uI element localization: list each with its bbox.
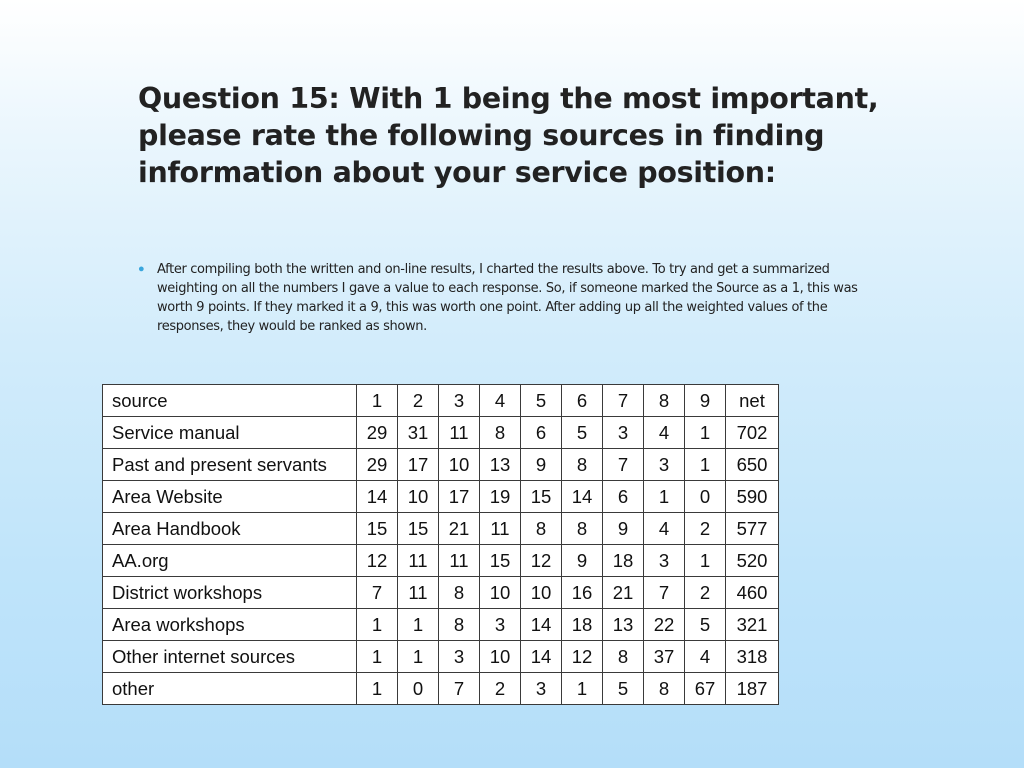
rank-count-cell: 7 (603, 449, 644, 481)
rank-count-cell: 14 (521, 609, 562, 641)
rank-count-cell: 3 (521, 673, 562, 705)
header-cell-rank: 6 (562, 385, 603, 417)
rank-count-cell: 1 (685, 449, 726, 481)
rank-count-cell: 6 (603, 481, 644, 513)
header-cell-rank: 2 (398, 385, 439, 417)
slide-title: Question 15: With 1 being the most important, please rate the following sources in finding information about your service position: (138, 82, 879, 189)
rank-count-cell: 1 (357, 609, 398, 641)
rank-count-cell: 3 (439, 641, 480, 673)
header-cell-net: net (726, 385, 779, 417)
table-row (103, 577, 779, 609)
rank-count-cell: 17 (439, 481, 480, 513)
rank-count-cell: 11 (398, 545, 439, 577)
rank-count-cell: 10 (398, 481, 439, 513)
header-cell-rank: 7 (603, 385, 644, 417)
rank-count-cell: 22 (644, 609, 685, 641)
header-cell-rank: 4 (480, 385, 521, 417)
rank-count-cell: 31 (398, 417, 439, 449)
source-name-cell: Past and present servants (103, 449, 357, 481)
source-name-cell: Area Website (103, 481, 357, 513)
rank-count-cell: 10 (521, 577, 562, 609)
bullet-dot-icon: ● (138, 263, 145, 275)
rank-count-cell: 21 (439, 513, 480, 545)
header-cell-rank: 9 (685, 385, 726, 417)
rank-count-cell: 8 (439, 609, 480, 641)
net-score-cell: 520 (726, 545, 779, 577)
rank-count-cell: 11 (480, 513, 521, 545)
rank-count-cell: 18 (562, 609, 603, 641)
header-cell-source: source (103, 385, 357, 417)
rank-count-cell: 12 (521, 545, 562, 577)
rank-count-cell: 12 (357, 545, 398, 577)
rank-count-cell: 4 (644, 417, 685, 449)
rank-count-cell: 1 (398, 641, 439, 673)
rank-count-cell: 14 (357, 481, 398, 513)
source-name-cell: other (103, 673, 357, 705)
net-score-cell: 321 (726, 609, 779, 641)
rank-count-cell: 29 (357, 417, 398, 449)
rank-count-cell: 1 (357, 673, 398, 705)
table-row (103, 545, 779, 577)
header-cell-rank: 8 (644, 385, 685, 417)
rank-count-cell: 8 (480, 417, 521, 449)
rank-count-cell: 10 (439, 449, 480, 481)
rank-count-cell: 17 (398, 449, 439, 481)
rank-count-cell: 0 (398, 673, 439, 705)
rank-count-cell: 1 (357, 641, 398, 673)
net-score-cell: 702 (726, 417, 779, 449)
rank-count-cell: 3 (644, 545, 685, 577)
rank-count-cell: 14 (521, 641, 562, 673)
table-row (103, 449, 779, 481)
rank-count-cell: 15 (521, 481, 562, 513)
rank-count-cell: 5 (685, 609, 726, 641)
rank-count-cell: 0 (685, 481, 726, 513)
net-score-cell: 590 (726, 481, 779, 513)
net-score-cell: 577 (726, 513, 779, 545)
rank-count-cell: 3 (644, 449, 685, 481)
rank-count-cell: 8 (644, 673, 685, 705)
rank-count-cell: 1 (685, 545, 726, 577)
rank-count-cell: 11 (439, 417, 480, 449)
source-name-cell: Area Handbook (103, 513, 357, 545)
header-cell-rank: 5 (521, 385, 562, 417)
rank-count-cell: 16 (562, 577, 603, 609)
bullet-text: After compiling both the written and on-line results, I charted the results above. To try and get a summarized weighting on all the numbers I gave a value to each response. So, if someone marked the Source as a 1, this was worth 9 points. If they marked it a 9, this was worth one point. After adding up all the weighted values of the responses, they would be ranked as shown. (157, 262, 858, 334)
header-cell-rank: 3 (439, 385, 480, 417)
source-name-cell: Service manual (103, 417, 357, 449)
rank-count-cell: 15 (398, 513, 439, 545)
rank-count-cell: 6 (521, 417, 562, 449)
rank-count-cell: 67 (685, 673, 726, 705)
rank-count-cell: 2 (480, 673, 521, 705)
rank-count-cell: 10 (480, 641, 521, 673)
rank-count-cell: 4 (685, 641, 726, 673)
table-row (103, 417, 779, 449)
net-score-cell: 650 (726, 449, 779, 481)
rank-count-cell: 10 (480, 577, 521, 609)
table-row (103, 609, 779, 641)
rank-count-cell: 15 (480, 545, 521, 577)
rank-count-cell: 13 (603, 609, 644, 641)
rank-count-cell: 37 (644, 641, 685, 673)
rank-count-cell: 15 (357, 513, 398, 545)
rank-count-cell: 3 (480, 609, 521, 641)
table-row (103, 513, 779, 545)
net-score-cell: 460 (726, 577, 779, 609)
rank-count-cell: 4 (644, 513, 685, 545)
rank-count-cell: 1 (644, 481, 685, 513)
rank-count-cell: 8 (603, 641, 644, 673)
table-row (103, 673, 779, 705)
rank-count-cell: 7 (644, 577, 685, 609)
rank-count-cell: 7 (357, 577, 398, 609)
source-name-cell: District workshops (103, 577, 357, 609)
net-score-cell: 187 (726, 673, 779, 705)
rank-count-cell: 7 (439, 673, 480, 705)
rank-count-cell: 8 (562, 449, 603, 481)
results-table (102, 384, 779, 705)
rank-count-cell: 13 (480, 449, 521, 481)
rank-count-cell: 9 (603, 513, 644, 545)
results-table-body (103, 385, 779, 705)
source-name-cell: Area workshops (103, 609, 357, 641)
rank-count-cell: 21 (603, 577, 644, 609)
rank-count-cell: 3 (603, 417, 644, 449)
rank-count-cell: 12 (562, 641, 603, 673)
rank-count-cell: 9 (562, 545, 603, 577)
source-name-cell: AA.org (103, 545, 357, 577)
net-score-cell: 318 (726, 641, 779, 673)
rank-count-cell: 9 (521, 449, 562, 481)
rank-count-cell: 11 (398, 577, 439, 609)
rank-count-cell: 8 (562, 513, 603, 545)
rank-count-cell: 1 (398, 609, 439, 641)
header-cell-rank: 1 (357, 385, 398, 417)
rank-count-cell: 5 (603, 673, 644, 705)
rank-count-cell: 14 (562, 481, 603, 513)
table-header-row (103, 385, 779, 417)
source-name-cell: Other internet sources (103, 641, 357, 673)
rank-count-cell: 11 (439, 545, 480, 577)
rank-count-cell: 8 (439, 577, 480, 609)
table-row (103, 641, 779, 673)
bullet-note (138, 260, 878, 336)
rank-count-cell: 2 (685, 577, 726, 609)
rank-count-cell: 2 (685, 513, 726, 545)
rank-count-cell: 8 (521, 513, 562, 545)
rank-count-cell: 29 (357, 449, 398, 481)
rank-count-cell: 19 (480, 481, 521, 513)
rank-count-cell: 1 (562, 673, 603, 705)
rank-count-cell: 1 (685, 417, 726, 449)
rank-count-cell: 5 (562, 417, 603, 449)
table-row (103, 481, 779, 513)
rank-count-cell: 18 (603, 545, 644, 577)
